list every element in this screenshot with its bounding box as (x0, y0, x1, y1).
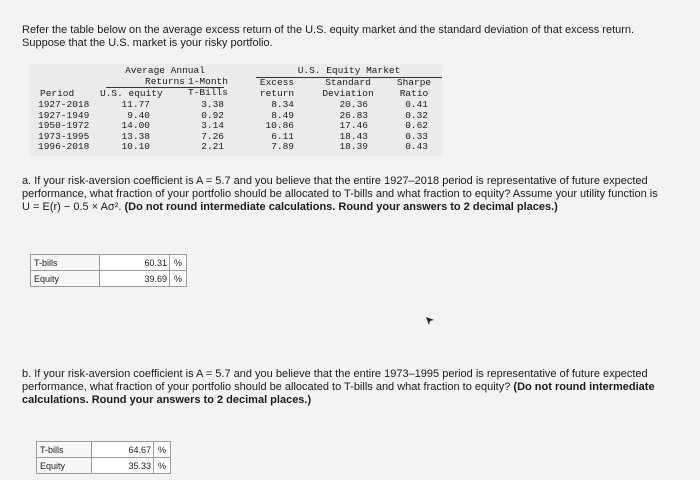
header-excess-line1: Excess (259, 77, 295, 88)
cell-std-deviation: 18.39 (339, 141, 368, 152)
header-period: Period (40, 88, 75, 99)
returns-table (30, 64, 442, 156)
cell-tbills: 0.92 (201, 109, 224, 121)
cell-period: 1973-1995 (38, 130, 90, 142)
tbills-input[interactable]: 60.31 (100, 255, 170, 271)
percent-sign: % (154, 442, 171, 458)
cell-tbills: 3.38 (201, 99, 224, 110)
cell-excess-return: 8.49 (271, 109, 294, 121)
percent-sign: % (170, 271, 187, 287)
cell-excess-return: 6.11 (271, 130, 294, 142)
group-header-equity-market: U.S. Equity Market (256, 66, 442, 78)
percent-sign: % (170, 255, 187, 271)
cell-std-deviation: 20.36 (339, 99, 368, 110)
cell-tbills: 2.21 (201, 141, 224, 152)
cell-tbills: 3.14 (201, 120, 224, 131)
tbills-label: T-bills (31, 255, 100, 271)
cell-us-equity: 9.40 (127, 109, 150, 121)
cell-us-equity: 14.00 (121, 120, 150, 131)
cell-period: 1950-1972 (38, 120, 90, 131)
header-sharpe-line1: Sharpe (396, 77, 432, 88)
question-a-instruction: (Do not round intermediate calculations. Round your answers to 2 decimal places.) (124, 201, 558, 213)
equity-input[interactable]: 39.69 (100, 271, 170, 287)
header-std-line1: Standard (325, 77, 371, 88)
cell-us-equity: 10.10 (121, 141, 150, 152)
mouse-pointer-icon (425, 313, 435, 331)
cell-sharpe-ratio: 0.41 (405, 99, 428, 110)
question-b-instruction: (Do not round intermediate calculations. Round your answers to 2 decimal places.) (22, 381, 655, 406)
header-tbills-line2: T-Bills (188, 87, 228, 98)
cell-sharpe-ratio: 0.43 (405, 141, 428, 152)
group-header-returns: Average Annual Returns (106, 66, 224, 88)
cell-tbills: 7.26 (201, 130, 224, 142)
cell-excess-return: 8.34 (271, 99, 294, 110)
cell-sharpe-ratio: 0.33 (405, 130, 428, 142)
answer-table-b (36, 441, 171, 474)
answer-table-a (30, 254, 187, 287)
cell-std-deviation: 17.46 (339, 120, 368, 131)
cell-period: 1996-2018 (38, 141, 90, 152)
cell-period: 1927-2018 (38, 99, 90, 110)
cell-sharpe-ratio: 0.62 (405, 120, 428, 131)
cell-std-deviation: 26.83 (339, 109, 368, 121)
cell-us-equity: 11.77 (121, 99, 150, 110)
header-tbills-line1: 1-Month (188, 76, 228, 87)
answer-row-equity (37, 458, 171, 474)
header-std-line2: Deviation (322, 88, 374, 99)
equity-input[interactable]: 35.33 (92, 458, 154, 474)
question-a-text: a. If your risk-aversion coefficient is A = 5.7 and you believe that the entire 1927–2018 period is representative of future expected performance, what fraction of your portfolio should be allocated to T-bills and what fraction to equity? Assume your utility function is U = E(r) − 0.5 × Aσ². (22, 175, 658, 213)
answer-row-tbills (31, 255, 187, 271)
equity-label: Equity (31, 271, 100, 287)
equity-label: Equity (37, 458, 92, 474)
question-b (22, 368, 662, 407)
question-a (22, 175, 662, 214)
header-us-equity: U.S. equity (100, 88, 163, 99)
question-b-text: b. If your risk-aversion coefficient is A = 5.7 and you believe that the entire 1973–1995 period is representative of future expected performance, what fraction of your portfolio should be allocated to T-bills and what fraction to equity? (22, 368, 648, 393)
cell-sharpe-ratio: 0.32 (405, 109, 428, 121)
tbills-label: T-bills (37, 442, 92, 458)
cell-std-deviation: 18.43 (339, 130, 368, 142)
header-sharpe-line2: Ratio (399, 88, 429, 99)
cell-period: 1927-1949 (38, 109, 90, 121)
percent-sign: % (154, 458, 171, 474)
cell-excess-return: 7.89 (271, 141, 294, 152)
cell-us-equity: 13.38 (121, 130, 150, 142)
tbills-input[interactable]: 64.67 (92, 442, 154, 458)
answer-row-tbills (37, 442, 171, 458)
header-excess-line2: return (259, 88, 295, 99)
cell-excess-return: 10.86 (265, 120, 294, 131)
intro-text: Refer the table below on the average excess return of the U.S. equity market and the standard deviation of that excess return. Suppose that the U.S. market is your risky portfolio. (22, 24, 635, 49)
answer-row-equity (31, 271, 187, 287)
